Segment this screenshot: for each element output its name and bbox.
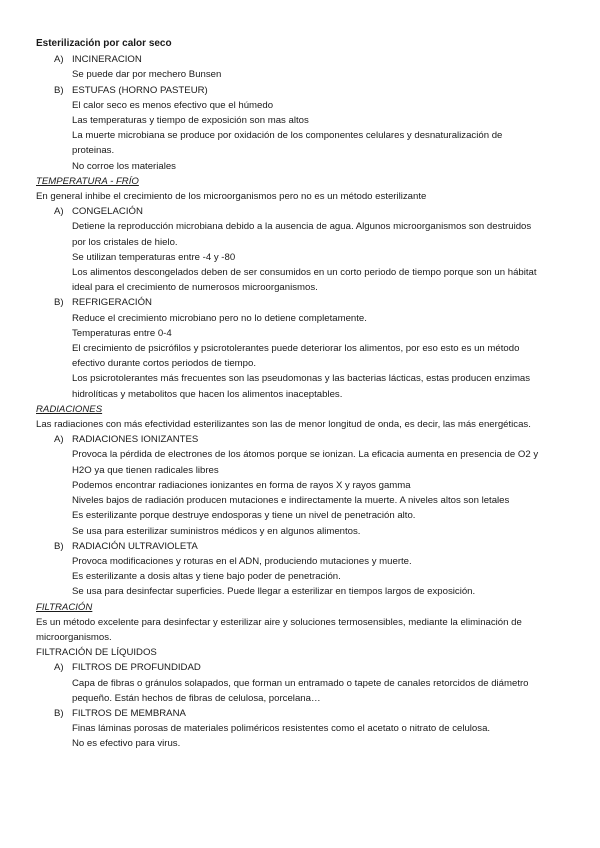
list-item-refrigeracion bbox=[36, 295, 572, 310]
body-line: efectivo durante cortos periodos de tiempo. bbox=[72, 358, 256, 370]
body-line: Capa de fibras o gránulos solapados, que forman un entramado o tapete de canales retorcidos de diámetro bbox=[72, 677, 529, 689]
item-label: INCINERACION bbox=[72, 54, 142, 66]
body-line: Se usa para desinfectar superficies. Puede llegar a esterilizar en tiempos largos de exposición. bbox=[72, 586, 476, 598]
body-line: Detiene la reproducción microbiana debido a la ausencia de agua. Algunos microorganismos son destruidos bbox=[72, 221, 532, 233]
body-line: Es esterilizante porque destruye endosporas y tiene un nivel de penetración alto. bbox=[72, 510, 416, 522]
item-label: RADIACIONES IONIZANTES bbox=[72, 434, 199, 446]
body-line: No es efectivo para virus. bbox=[72, 738, 181, 750]
item-letter: A) bbox=[54, 54, 64, 66]
subsection-heading: FILTRACIÓN DE LÍQUIDOS bbox=[36, 647, 157, 659]
body-line: Se utilizan temperaturas entre -4 y -80 bbox=[72, 251, 236, 263]
list-item-filtros-profundidad bbox=[36, 660, 572, 675]
body-line: Provoca la pérdida de electrones de los átomos porque se ionizan. La eficacia aumenta en presencia de O2 y bbox=[72, 449, 539, 461]
item-body-incineracion bbox=[36, 67, 572, 82]
section-intro: Las radiaciones con más efectividad esterilizantes son las de menor longitud de onda, es decir, las más energéticas. bbox=[36, 419, 531, 431]
body-line: Se usa para esterilizar suministros médicos y en algunos alimentos. bbox=[72, 525, 361, 537]
body-line: proteinas. bbox=[72, 145, 115, 157]
body-line: Finas láminas porosas de materiales poliméricos resistentes como el acetato o nitrato de celulosa. bbox=[72, 723, 491, 735]
body-line: hidrolíticas y metabolitos que hacen los alimentos inaceptables. bbox=[72, 388, 343, 400]
item-letter: B) bbox=[54, 707, 64, 719]
body-line: Temperaturas entre 0-4 bbox=[72, 327, 172, 339]
item-letter: A) bbox=[54, 662, 64, 674]
section-intro: microorganismos. bbox=[36, 631, 112, 643]
document-title: Esterilización por calor seco bbox=[36, 38, 172, 49]
item-body-radiacion-ultravioleta bbox=[36, 554, 572, 600]
list-item-incineracion bbox=[36, 52, 572, 67]
item-letter: A) bbox=[54, 434, 64, 446]
body-line: Provoca modificaciones y roturas en el ADN, produciendo mutaciones y muerte. bbox=[72, 555, 412, 567]
item-label: RADIACIÓN ULTRAVIOLETA bbox=[72, 540, 198, 552]
section-heading-radiaciones: RADIACIONES bbox=[36, 403, 103, 415]
item-label: ESTUFAS (HORNO PASTEUR) bbox=[72, 84, 208, 96]
list-item-radiaciones-ionizantes bbox=[36, 432, 572, 447]
item-body-filtros-membrana bbox=[36, 721, 572, 751]
body-line: Los alimentos descongelados deben de ser consumidos en un corto periodo de tiempo porque son un hábitat bbox=[72, 267, 537, 279]
body-line: Es esterilizante a dosis altas y tiene bajo poder de penetración. bbox=[72, 571, 341, 583]
section-intro: En general inhibe el crecimiento de los microorganismos pero no es un método esterilizante bbox=[36, 191, 427, 203]
item-letter: A) bbox=[54, 206, 64, 218]
section-heading-temperatura: TEMPERATURA - FRÍO bbox=[36, 175, 139, 187]
item-body-radiaciones-ionizantes bbox=[36, 447, 572, 538]
body-line: No corroe los materiales bbox=[72, 160, 176, 172]
item-label: REFRIGERACIÓN bbox=[72, 297, 152, 309]
item-label: FILTROS DE PROFUNDIDAD bbox=[72, 662, 201, 674]
body-line: Reduce el crecimiento microbiano pero no lo detiene completamente. bbox=[72, 312, 367, 324]
item-letter: B) bbox=[54, 297, 64, 309]
list-item-congelacion bbox=[36, 204, 572, 219]
item-body-refrigeracion bbox=[36, 311, 572, 402]
body-line: Niveles bajos de radiación producen mutaciones e indirectamente la muerte. A niveles altos son letales bbox=[72, 495, 510, 507]
item-letter: B) bbox=[54, 84, 64, 96]
body-line: Podemos encontrar radiaciones ionizantes en forma de rayos X y rayos gamma bbox=[72, 479, 411, 491]
body-line: La muerte microbiana se produce por oxidación de los componentes celulares y desnaturalización de bbox=[72, 130, 503, 142]
body-line: Se puede dar por mechero Bunsen bbox=[72, 69, 222, 81]
body-line: ideal para el crecimiento de numerosos microorganismos. bbox=[72, 282, 318, 294]
body-line: Las temperaturas y tiempo de exposición son mas altos bbox=[72, 115, 309, 127]
body-line: pequeño. Están hechos de fibras de celulosa, porcelana… bbox=[72, 692, 321, 704]
item-letter: B) bbox=[54, 540, 64, 552]
item-label: FILTROS DE MEMBRANA bbox=[72, 707, 186, 719]
section-heading-filtracion: FILTRACIÓN bbox=[36, 601, 93, 613]
item-body-estufas bbox=[36, 98, 572, 174]
item-body-filtros-profundidad bbox=[36, 676, 572, 706]
section-intro: Es un método excelente para desinfectar y esterilizar aire y soluciones termosensibles, mediante la eliminación de bbox=[36, 616, 522, 628]
body-line: por los cristales de hielo. bbox=[72, 236, 178, 248]
body-line: El crecimiento de psicrófilos y psicrotolerantes puede deteriorar los alimentos, por eso esto es un método bbox=[72, 343, 520, 355]
list-item-estufas bbox=[36, 83, 572, 98]
list-item-filtros-membrana bbox=[36, 706, 572, 721]
list-item-radiacion-ultravioleta bbox=[36, 539, 572, 554]
item-body-congelacion bbox=[36, 219, 572, 295]
body-line: Los psicrotolerantes más frecuentes son las pseudomonas y las bacterias lácticas, estas producen enzimas bbox=[72, 373, 531, 385]
body-line: El calor seco es menos efectivo que el húmedo bbox=[72, 99, 274, 111]
body-line: H2O ya que tienen radicales libres bbox=[72, 464, 219, 476]
item-label: CONGELACIÓN bbox=[72, 206, 143, 218]
